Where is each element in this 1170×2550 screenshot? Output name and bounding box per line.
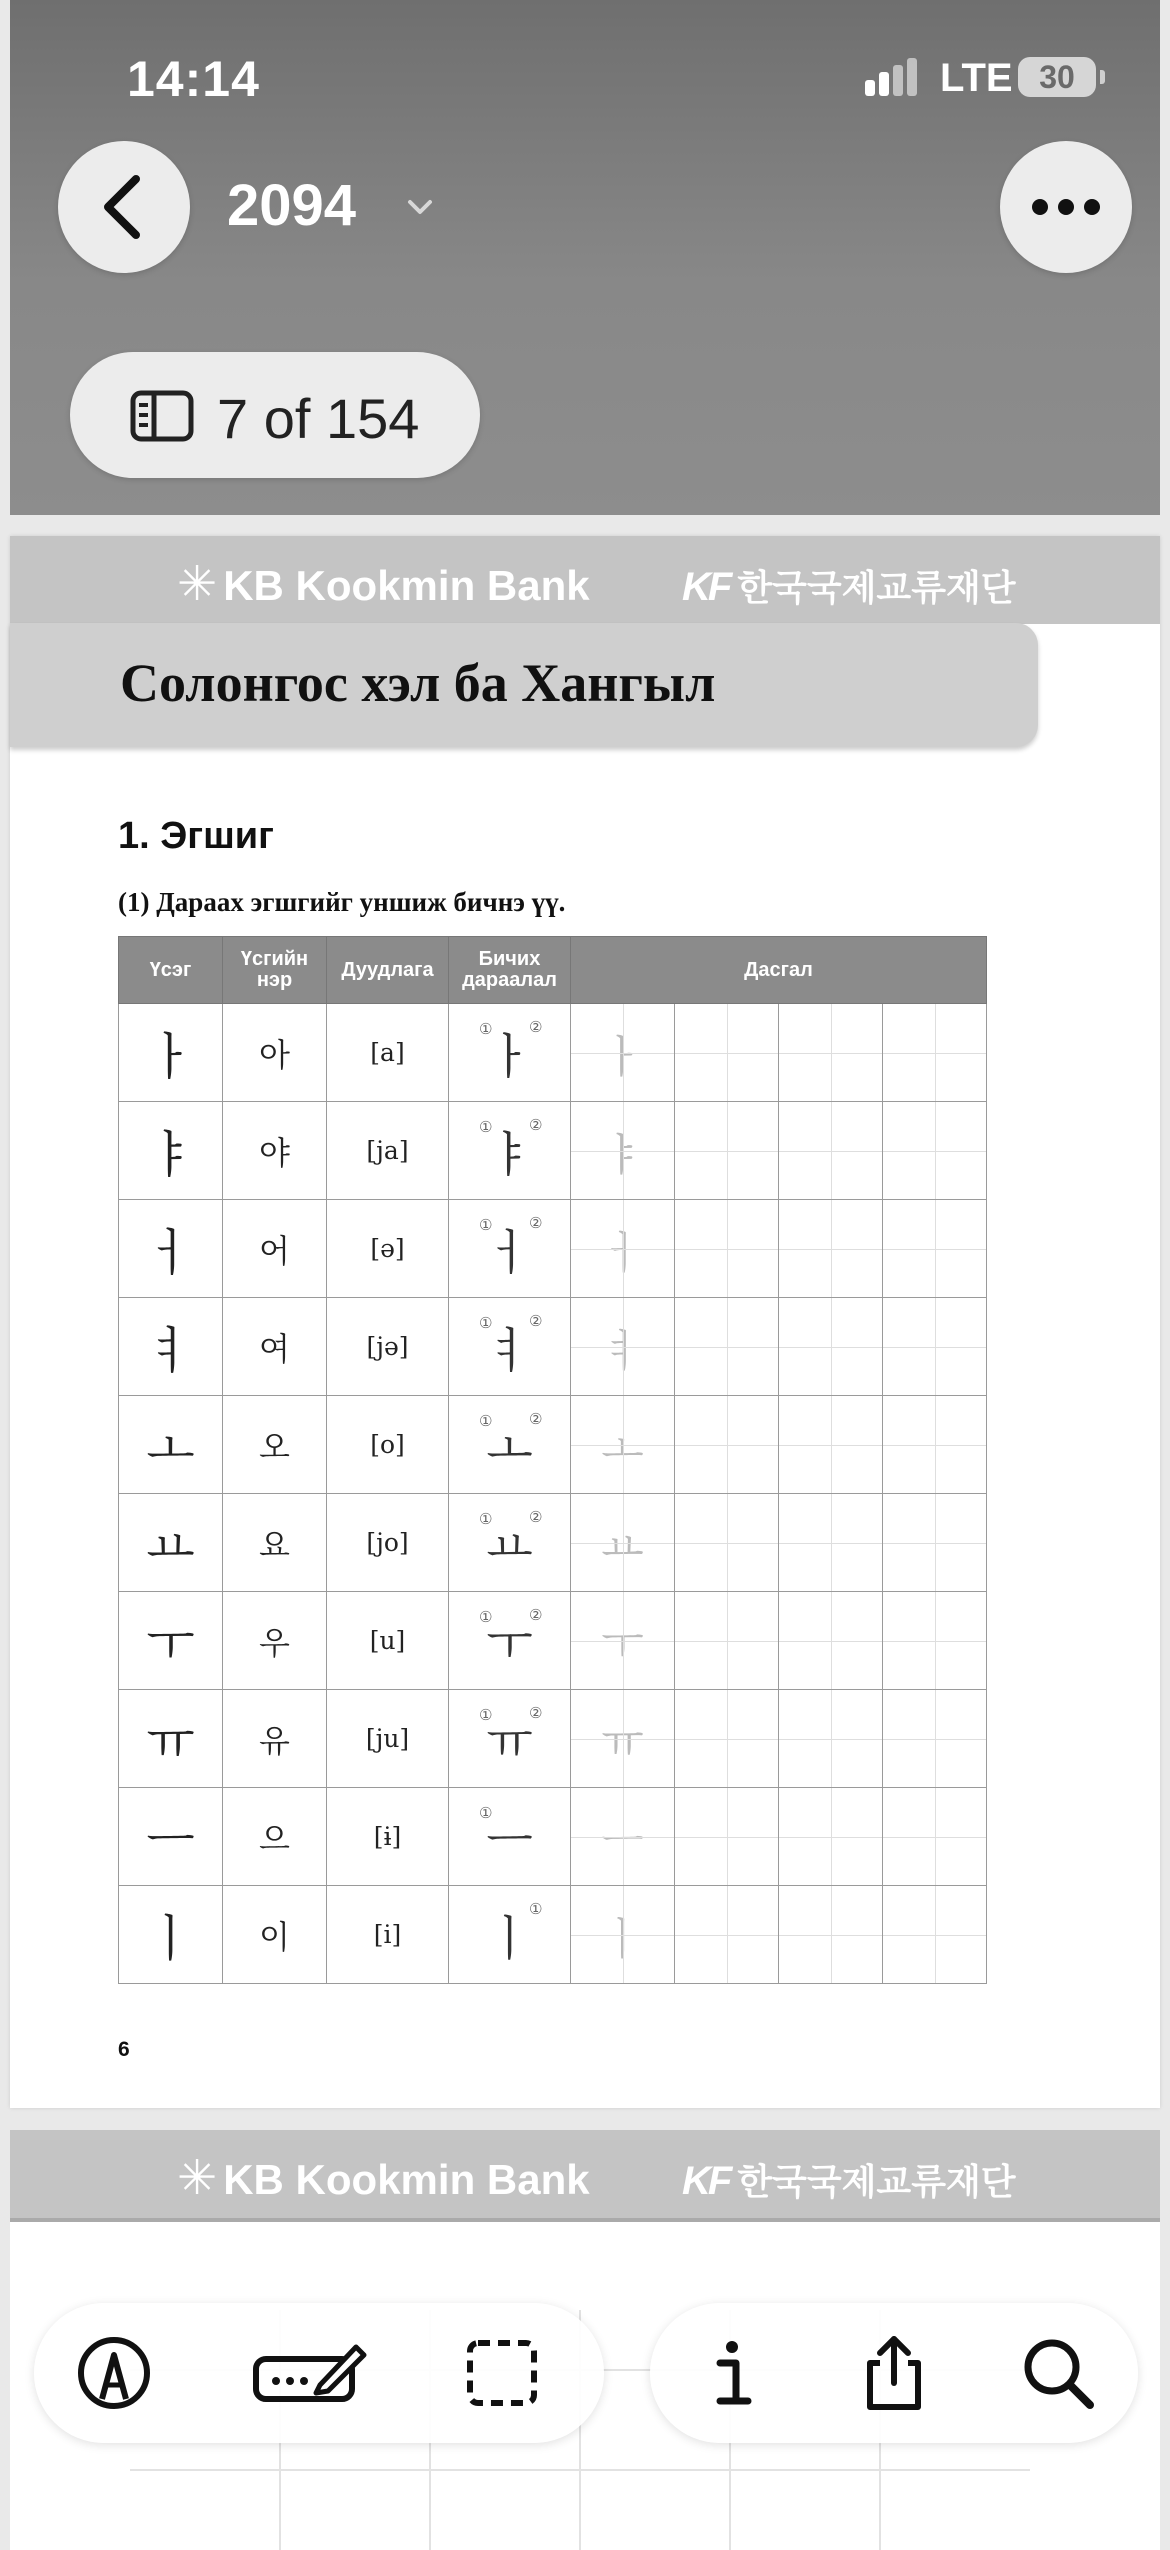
practice-trace-cell: ㅗ [571,1396,675,1494]
selection-icon[interactable] [462,2333,542,2413]
practice-cell [779,1200,883,1298]
cell-stroke-order: ① ㅣ [449,1886,571,1984]
cell-letter: ㅗ [119,1396,223,1494]
status-time: 14:14 [127,51,260,107]
cell-letter-name: 아 [223,1004,327,1102]
kf-logo: KF 한국국제교류재단 [682,2159,1016,2203]
page-banner [10,536,1160,624]
cell-letter: ㅛ [119,1494,223,1592]
document-title[interactable]: 2094 [227,173,357,238]
stroke-number-1: ① [479,1609,493,1626]
section-heading: 1. Эгшиг [118,815,274,857]
practice-cell [675,1200,779,1298]
stroke-number-1: ① [529,1901,543,1918]
table-header-row [119,937,987,1004]
page-indicator-label: 7 of 154 [217,387,420,450]
cell-pronunciation: [jo] [327,1494,449,1592]
cell-letter-name: 오 [223,1396,327,1494]
table-row [119,1102,987,1200]
page-indicator-button[interactable] [70,352,480,478]
cell-stroke-order: ① ② ㅕ [449,1298,571,1396]
cell-pronunciation: [ɨ] [327,1788,449,1886]
practice-cell [675,1494,779,1592]
cell-stroke-order: ① ② ㅓ [449,1200,571,1298]
practice-cell [779,1004,883,1102]
page-banner [10,2130,1160,2222]
practice-cell [883,1396,987,1494]
practice-trace-cell: ㅡ [571,1788,675,1886]
signature-icon[interactable] [250,2333,370,2413]
stroke-number-2: ② [529,1019,543,1036]
practice-cell [779,1298,883,1396]
practice-cell [883,1886,987,1984]
header-letter-name: Үсгийн нэр [223,937,327,1004]
sidebar-icon [130,390,194,442]
top-bar [10,0,1160,515]
cell-pronunciation: [u] [327,1592,449,1690]
practice-cell [883,1298,987,1396]
cell-letter-name: 여 [223,1298,327,1396]
stroke-number-2: ② [529,1117,543,1134]
markup-icon[interactable] [74,2333,154,2413]
practice-cell [675,1396,779,1494]
table-row [119,1494,987,1592]
cell-letter-name: 우 [223,1592,327,1690]
cell-letter: ㅠ [119,1690,223,1788]
practice-cell [675,1592,779,1690]
cell-stroke-order: ① ㅡ [449,1788,571,1886]
chevron-left-icon [58,141,190,273]
page-number: 6 [118,2038,130,2061]
cell-pronunciation: [i] [327,1886,449,1984]
cell-pronunciation: [ə] [327,1200,449,1298]
practice-cell [883,1200,987,1298]
practice-cell [779,1690,883,1788]
practice-cell [675,1690,779,1788]
cell-letter: ㅡ [119,1788,223,1886]
stroke-number-1: ① [479,1119,493,1136]
table-row [119,1004,987,1102]
stroke-number-2: ② [529,1705,543,1722]
kf-mark-icon: KF [682,565,730,609]
kb-star-icon: ✳ [177,558,218,611]
cell-pronunciation: [ju] [327,1690,449,1788]
stroke-number-1: ① [479,1021,493,1038]
stroke-number-1: ① [479,1315,493,1332]
practice-trace-cell: ㅏ [571,1004,675,1102]
network-type: LTE [940,56,1013,100]
practice-cell [779,1494,883,1592]
stroke-number-1: ① [479,1511,493,1528]
table-row [119,1298,987,1396]
practice-cell [675,1298,779,1396]
cell-letter-name: 어 [223,1200,327,1298]
stroke-number-1: ① [479,1805,493,1822]
stroke-number-2: ② [529,1509,543,1526]
table-row [119,1396,987,1494]
share-icon[interactable] [854,2333,934,2413]
back-button[interactable] [58,141,190,273]
practice-trace-cell: ㅓ [571,1200,675,1298]
cell-letter-name: 야 [223,1102,327,1200]
stroke-number-2: ② [529,1411,543,1428]
cell-pronunciation: [o] [327,1396,449,1494]
practice-trace-cell: ㅛ [571,1494,675,1592]
practice-trace-cell: ㅑ [571,1102,675,1200]
table-row [119,1690,987,1788]
chevron-down-icon[interactable] [405,192,435,222]
toolbar-right-group [650,2303,1138,2443]
search-icon[interactable] [1018,2333,1098,2413]
ellipsis-icon [1000,141,1132,273]
cell-letter: ㅜ [119,1592,223,1690]
cell-stroke-order: ① ② ㅗ [449,1396,571,1494]
cell-letter-name: 이 [223,1886,327,1984]
practice-trace-cell: ㅠ [571,1690,675,1788]
cell-letter: ㅓ [119,1200,223,1298]
cell-letter: ㅕ [119,1298,223,1396]
instruction-text: (1) Дараах эгшгийг уншиж бичнэ үү. [118,887,566,917]
kf-mark-icon: KF [682,2159,730,2203]
kb-logo: ✳ KB Kookmin Bank [177,2152,590,2205]
cell-stroke-order: ① ② ㅠ [449,1690,571,1788]
cell-pronunciation: [ja] [327,1102,449,1200]
cell-letter: ㅣ [119,1886,223,1984]
practice-cell [779,1788,883,1886]
practice-cell [675,1004,779,1102]
cell-letter-name: 유 [223,1690,327,1788]
practice-cell [883,1690,987,1788]
practice-cell [883,1592,987,1690]
battery-icon: 30 [1018,57,1096,97]
header-stroke-order: Бичих дараалал [449,937,571,1004]
practice-cell [779,1396,883,1494]
document-page[interactable] [10,536,1160,2108]
stroke-number-2: ② [529,1607,543,1624]
stroke-number-1: ① [479,1217,493,1234]
header-pronunciation: Дуудлага [327,937,449,1004]
practice-cell [779,1592,883,1690]
kb-star-icon: ✳ [177,2152,218,2205]
practice-trace-cell: ㅣ [571,1886,675,1984]
practice-cell [779,1886,883,1984]
cell-pronunciation: [jə] [327,1298,449,1396]
signal-icon [865,58,925,98]
cell-letter: ㅑ [119,1102,223,1200]
battery-tip [1100,70,1105,84]
stroke-number-1: ① [479,1707,493,1724]
header-letter: Үсэг [119,937,223,1004]
stroke-number-2: ② [529,1215,543,1232]
header-practice: Дасгал [571,937,987,1004]
practice-cell [675,1886,779,1984]
kb-logo: ✳ KB Kookmin Bank [177,558,590,611]
cell-stroke-order: ① ② ㅛ [449,1494,571,1592]
practice-cell [883,1494,987,1592]
practice-trace-cell: ㅜ [571,1592,675,1690]
practice-cell [883,1004,987,1102]
more-button[interactable] [1000,141,1132,273]
vowel-table [118,936,987,1984]
stroke-number-1: ① [479,1413,493,1430]
cell-stroke-order: ① ② ㅑ [449,1102,571,1200]
cell-stroke-order: ① ② ㅏ [449,1004,571,1102]
table-row [119,1886,987,1984]
practice-cell [883,1102,987,1200]
cell-stroke-order: ① ② ㅜ [449,1592,571,1690]
practice-cell [675,1788,779,1886]
info-icon[interactable] [692,2333,772,2413]
practice-cell [779,1102,883,1200]
stroke-number-2: ② [529,1313,543,1330]
practice-trace-cell: ㅕ [571,1298,675,1396]
cell-pronunciation: [a] [327,1004,449,1102]
practice-cell [675,1102,779,1200]
table-row [119,1788,987,1886]
toolbar-left-group [34,2303,604,2443]
chapter-title: Солонгос хэл ба Хангыл [120,653,716,713]
kf-logo: KF 한국국제교류재단 [682,565,1016,609]
table-row [119,1592,987,1690]
cell-letter: ㅏ [119,1004,223,1102]
cell-letter-name: 요 [223,1494,327,1592]
table-row [119,1200,987,1298]
cell-letter-name: 으 [223,1788,327,1886]
practice-cell [883,1788,987,1886]
